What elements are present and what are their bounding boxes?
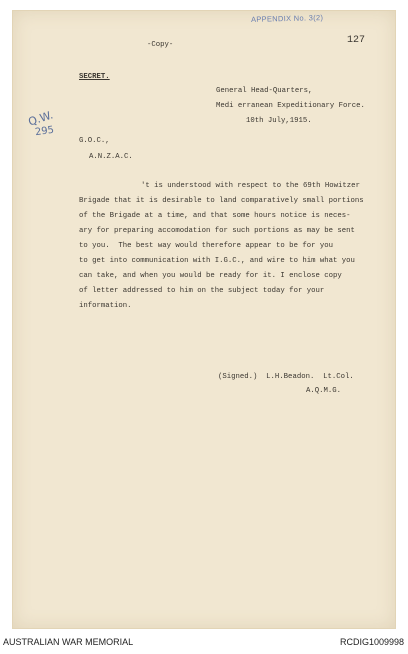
footer-institution: AUSTRALIAN WAR MEMORIAL [3,637,134,647]
header-line-1: General Head-Quarters, [216,87,313,95]
copy-label: -Copy- [147,41,174,49]
handwritten-ref-bottom: 295 [34,124,55,139]
body-line: Brigade that it is desirable to land comparatively small portions [79,197,364,205]
appendix-stamp: APPENDIX No. 3(2) [250,13,324,24]
footer-record-id: RCDIG1009998 [339,637,404,647]
body-line: to get into communication with I.G.C., and wire to him what you [79,257,355,265]
body-line: information. [79,302,132,310]
addressee-line-2: A.N.Z.A.C. [89,153,133,161]
signature-line: (Signed.) L.H.Beadon. Lt.Col. [218,373,354,381]
addressee-line-1: G.O.C., [79,137,110,145]
body-line: of the Brigade at a time, and that some hours notice is neces- [79,212,351,220]
body-line: of letter addressed to him on the subject today for your [79,287,325,295]
body-line: 't is understood with respect to the 69th Howitzer [141,182,360,190]
body-line: can take, and when you would be ready for it. I enclose copy [79,272,342,280]
handwritten-ref-top: Q.W. [26,108,55,129]
signature-title: A.Q.M.G. [306,387,342,395]
body-line: to you. The best way would therefore appear to be for you [79,242,333,250]
letter-date: 10th July,1915. [246,117,312,125]
classification-heading: SECRET. [79,73,110,81]
header-line-2: Medi erranean Expeditionary Force. [216,102,365,110]
page-number: 127 [347,35,366,46]
body-line: ary for preparing accomodation for such portions as may be sent [79,227,355,235]
